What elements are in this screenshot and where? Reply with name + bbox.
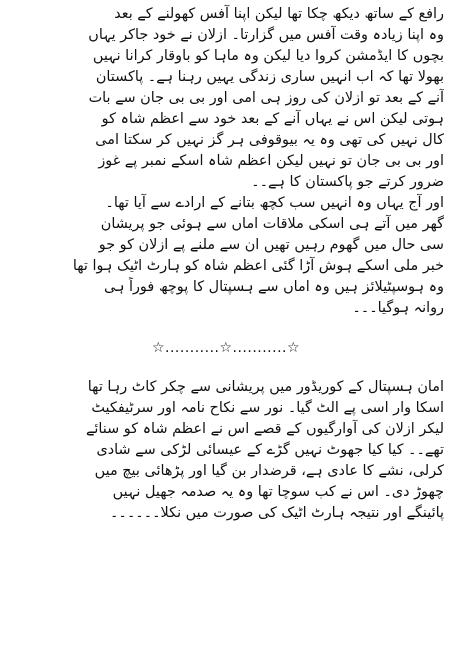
text-line: گھر میں آتے ہی اسکی ملاقات اماں سے ہوئی جو پریشان xyxy=(100,216,444,232)
text-line: روانہ ہوگیا۔۔۔ xyxy=(352,300,444,316)
text-line: اسکا وار اسی پے الٹ گیا۔ نور سے نکاح نامہ اور سرٹیفکیٹ xyxy=(91,400,444,416)
text-line: اور بی بی جان تو نہیں لیکن اعظم شاہ اسکے نمبر پے غوز xyxy=(98,153,444,169)
text-line: آنے کے بعد تو ازلان کی روز ہی امی اور بی بی جان سے بات xyxy=(88,90,444,106)
text-line: وہ اپنا زیادہ وقت آفس میں گزارتا۔ ازلان نے خود جاکر یہاں xyxy=(88,27,444,43)
paragraph-2 xyxy=(8,193,444,319)
text-line: اور آج یہاں وہ انہیں سب کچھ بتانے کے ارادے سے آیا تھا۔ xyxy=(105,195,444,211)
text-line: ضرور کرتے جو پاکستان کا ہے۔۔ xyxy=(251,174,444,190)
scene-divider: ☆...........☆...........☆ xyxy=(151,340,301,356)
text-line: وہ ہوسپٹیلائز ہیں وہ اماں سے ہسپتال کا پوچھ فوراً ہی xyxy=(103,279,444,295)
text-line: امان ہسپتال کے کوریڈور میں پریشانی سے چکر کاٹ رہا تھا xyxy=(87,379,444,395)
text-line: رافع کے ساتھ دیکھ چکا تھا لیکن اپنا آفس کھولنے کے بعد xyxy=(114,6,444,22)
text-line: خبر ملی اسکے ہوش آڑا گئی اعظم شاہ کو ہارٹ اٹیک ہوا تھا xyxy=(72,258,444,274)
paragraph-1 xyxy=(8,4,444,193)
text-line: تھے۔۔ کیا کیا جھوٹ نہیں گڑے کے عیسائی لڑکی سے شادی xyxy=(96,442,444,458)
text-line: پائینگے اور نتیجہ ہارٹ اٹیک کی صورت میں نکلا۔۔۔۔۔۔ xyxy=(109,505,444,521)
text-line: سی حال میں گھوم رہیں تھیں ان سے ملنے پے ازلان کو جو xyxy=(98,237,444,253)
paragraph-3 xyxy=(8,377,444,524)
text-line: لیکر ازلان کی آوارگیوں کے قصے اس نے اعظم شاہ کو سنائے xyxy=(85,421,444,437)
text-line: بچوں کا ایڈمشن کروا دیا لیکن وہ ماہا کو باوقار کرانا نہیں xyxy=(92,48,444,64)
text-line: کرلی، نشے کا عادی ہے، قرضدار بن گیا اور پڑھائی بیچ میں xyxy=(94,463,444,479)
text-line: بھولا تھا کہ اب انہیں ساری زندگی یہیں رہنا ہے۔ پاکستان xyxy=(95,69,444,85)
text-line: چھوڑ دی۔ اس نے کب سوچا تھا وہ یہ صدمہ جھیل نہیں xyxy=(112,484,444,500)
text-line: کال نہیں کی تھی وہ یہ بیوقوفی ہر گز نہیں کر سکتا امی xyxy=(95,132,444,148)
text-line: ہوتی لیکن اس نے یہاں آنے کے بعد خود سے اعظم شاہ کو xyxy=(101,111,444,127)
